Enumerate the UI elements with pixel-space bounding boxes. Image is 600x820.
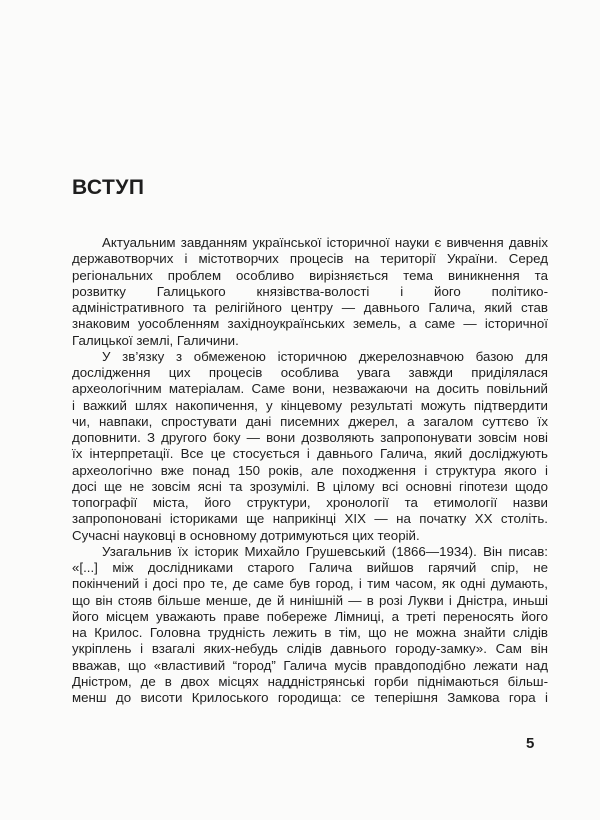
paragraph xyxy=(72,544,548,707)
text-line: покінчений і досі про те, де саме був город, і тим часом, як одні думають, xyxy=(72,576,548,592)
text-line: Актуальним завданням української історичної науки є вивчення давніх xyxy=(102,235,548,250)
text-line: чи, навпаки, спростувати дані писемних джерел, а загалом суттєво їх xyxy=(72,413,548,429)
page-number: 5 xyxy=(526,735,535,752)
chapter-title: ВСТУП xyxy=(72,176,145,199)
text-line: його місцем уважають праве побереже Лімниці, а треті переносять його xyxy=(72,608,548,624)
text-line: «[...] між дослідниками старого Галича вийшов гарячий спір, не xyxy=(72,560,548,575)
text-line: доповнити. З другого боку — вони дозволяють запропонувати зовсім нові xyxy=(72,430,548,445)
text-line: Галицької землі, Галичини. xyxy=(72,332,239,348)
text-line: менш до висоти Крилоського городища: се теперішня Замкова гора і xyxy=(72,690,548,705)
text-line: знаковим уособленням західноукраїнських земель, а саме — історичної xyxy=(72,316,548,332)
text-line: Дністром, де в двох місцях наддністрянські горби піднімаються більш- xyxy=(72,673,548,689)
text-line: і важкий шлях накопичення, у кінцевому результаті можуть підтвердити xyxy=(72,397,548,413)
text-line: археологічно вже понад 150 років, але походження і структура якого і xyxy=(72,462,548,478)
text-line: запропоновані істориками ще наприкінці XIX — на початку XX століть. xyxy=(72,511,548,527)
body-text xyxy=(72,235,548,706)
text-line: на Крилос. Головна трудність лежить в тім, що не можна знайти слідів xyxy=(72,625,548,640)
text-line: топографії міста, його структури, хронології та етимології назви xyxy=(72,495,548,510)
text-line: розвитку Галицького князівства-волості і його політико- xyxy=(72,283,548,299)
text-line: державотворчих і містотворчих процесів на території України. Серед xyxy=(72,251,548,267)
text-line: що він стояв більше менше, де й нинішній — в розі Лукви і Дністра, иньші xyxy=(72,592,548,608)
text-line: дослідження цих процесів особлива увага завжди приділялася xyxy=(72,365,548,380)
text-line: їх інтерпретації. Все це стосується і давнього Галича, який досліджують xyxy=(72,446,548,462)
text-line: регіональних проблем особливо вирізняється тема виникнення та xyxy=(72,267,548,283)
text-line: археологічним матеріалам. Саме вони, незважаючи на досить повільний xyxy=(72,381,548,397)
text-line: вважав, що «властивий “город” Галича мусів правдоподібно лежати над xyxy=(72,657,548,673)
text-line: У зв’язку з обмеженою історичною джерелознавчою базою для xyxy=(102,348,548,364)
paragraph xyxy=(72,235,548,349)
text-line: Узагальнив їх історик Михайло Грушевський (1866—1934). Він писав: xyxy=(102,543,548,559)
text-line: укріплень і взагалі яких-небудь слідів давнього городу-замку». Сам він xyxy=(72,641,548,657)
paragraph xyxy=(72,349,548,544)
text-line: адміністративного та релігійного центру — давнього Галича, який став xyxy=(72,300,548,315)
text-line: досі ще не зовсім ясні та зрозумілі. В цілому всі основні гіпотези щодо xyxy=(72,478,548,494)
text-line: Сучасні науковці в основному дотримуються цих теорій. xyxy=(72,527,420,543)
